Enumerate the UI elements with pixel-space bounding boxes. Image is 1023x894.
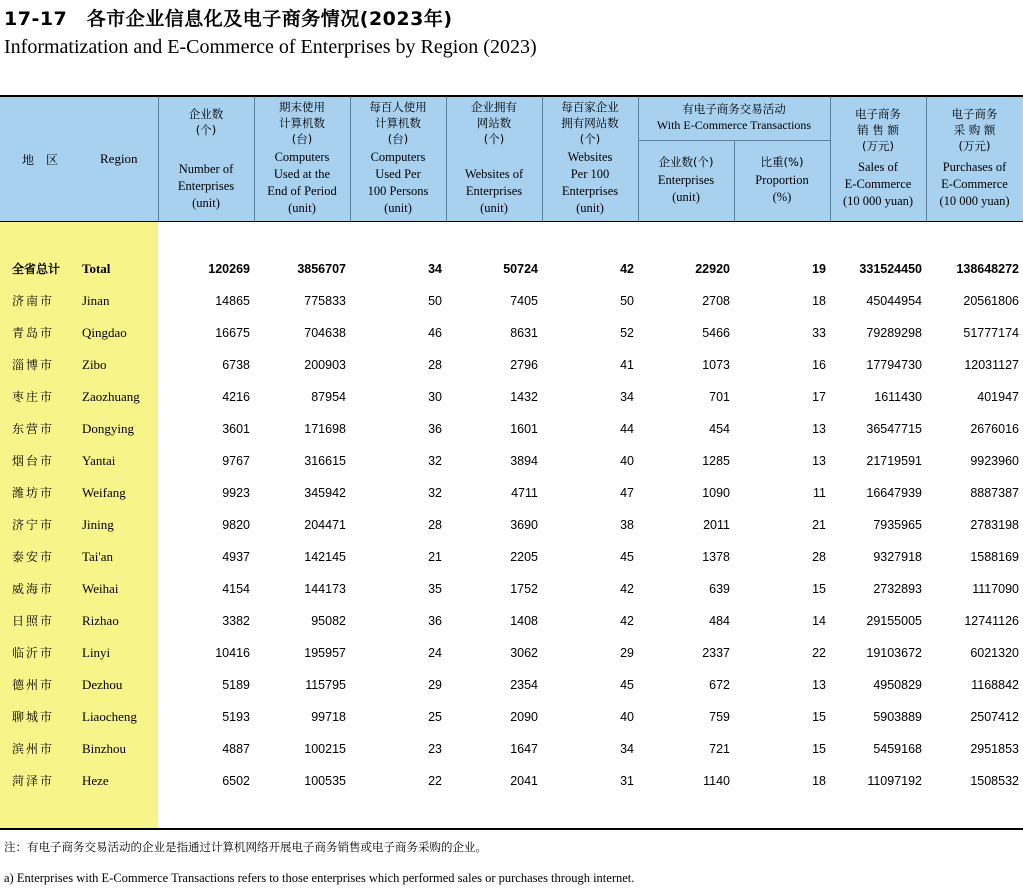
region-name-chinese: 潍坊市 — [12, 486, 55, 500]
table-cell: 2507412 — [970, 710, 1019, 724]
table-cell: 3894 — [510, 454, 538, 468]
table-cell: 331524450 — [859, 262, 922, 276]
region-header-english: Region — [100, 151, 138, 166]
table-cell: 775833 — [304, 294, 346, 308]
header-label-cn: 企业数 (个) — [188, 107, 224, 137]
table-cell: 5193 — [222, 710, 250, 724]
table-cell: 13 — [812, 678, 826, 692]
table-cell: 30 — [428, 390, 442, 404]
header-label-en: Sales of E-Commerce (10 000 yuan) — [842, 160, 914, 208]
group-label-cn: 有电子商务交易活动 — [682, 102, 786, 116]
region-name-english: Dongying — [82, 421, 134, 436]
region-name-chinese: 德州市 — [12, 678, 55, 692]
table-row — [0, 509, 1023, 541]
region-name-chinese: 威海市 — [12, 582, 55, 596]
table-cell: 29 — [428, 678, 442, 692]
table-cell: 14 — [812, 614, 826, 628]
table-cell: 34 — [620, 390, 634, 404]
header-websites — [446, 99, 542, 217]
table-cell: 144173 — [304, 582, 346, 596]
table-cell: 99718 — [311, 710, 346, 724]
table-row — [0, 605, 1023, 637]
table-cell: 704638 — [304, 326, 346, 340]
table-cell: 21 — [428, 550, 442, 564]
table-row — [0, 285, 1023, 317]
table-cell: 5903889 — [873, 710, 922, 724]
table-cell: 100535 — [304, 774, 346, 788]
table-cell: 40 — [620, 710, 634, 724]
table-cell: 171698 — [304, 422, 346, 436]
page-title-english: Informatization and E-Commerce of Enterprises by Region (2023) — [4, 36, 537, 58]
table-row — [0, 381, 1023, 413]
table-cell: 195957 — [304, 646, 346, 660]
table-cell: 16 — [812, 358, 826, 372]
table-cell: 40 — [620, 454, 634, 468]
footnote-english: a) Enterprises with E-Commerce Transactions refers to those enterprises which performed sales or purchases through internet. — [4, 871, 635, 885]
header-label-cn: 企业数(个) — [658, 155, 714, 169]
table-cell: 8631 — [510, 326, 538, 340]
table-cell: 21719591 — [866, 454, 922, 468]
header-ecommerce-group — [638, 101, 830, 137]
table-cell: 20561806 — [963, 294, 1019, 308]
region-name-english: Total — [82, 261, 111, 276]
header-label-cn: 期末使用 计算机数 (台) — [279, 100, 325, 146]
table-cell: 5189 — [222, 678, 250, 692]
table-cell: 2951853 — [970, 742, 1019, 756]
table-cell: 3601 — [222, 422, 250, 436]
table-cell: 9767 — [222, 454, 250, 468]
table-cell: 28 — [428, 518, 442, 532]
region-name-chinese: 日照市 — [12, 614, 55, 628]
table-cell: 51777174 — [963, 326, 1019, 340]
region-name-chinese: 聊城市 — [12, 710, 55, 724]
table-cell: 3382 — [222, 614, 250, 628]
table-cell: 1285 — [702, 454, 730, 468]
table-cell: 5466 — [702, 326, 730, 340]
table-row — [0, 541, 1023, 573]
table-cell: 316615 — [304, 454, 346, 468]
table-cell: 15 — [812, 742, 826, 756]
table-cell: 120269 — [208, 262, 250, 276]
table-cell: 1168842 — [971, 678, 1019, 692]
table-cell: 142145 — [304, 550, 346, 564]
table-cell: 29155005 — [866, 614, 922, 628]
table-cell: 50724 — [503, 262, 538, 276]
header-websites-per-100 — [542, 99, 638, 217]
header-label-en: Number of Enterprises (unit) — [177, 162, 235, 210]
table-cell: 18 — [812, 774, 826, 788]
header-ecommerce-sales — [830, 106, 926, 210]
table-cell: 50 — [428, 294, 442, 308]
table-cell: 401947 — [977, 390, 1019, 404]
table-cell: 5459168 — [873, 742, 922, 756]
table-cell: 13 — [812, 422, 826, 436]
header-label-cn: 电子商务 销 售 额 (万元) — [855, 107, 901, 153]
header-label-en: Purchases of E-Commerce (10 000 yuan) — [939, 160, 1010, 208]
table-cell: 1408 — [510, 614, 538, 628]
table-cell: 1140 — [703, 774, 730, 788]
table-cell: 200903 — [304, 358, 346, 372]
table-cell: 2011 — [703, 518, 730, 532]
table-cell: 2676016 — [970, 422, 1019, 436]
table-cell: 29 — [620, 646, 634, 660]
header-label-en: Computers Used Per 100 Persons (unit) — [367, 150, 429, 215]
table-cell: 47 — [620, 486, 634, 500]
table-cell: 4950829 — [873, 678, 922, 692]
table-cell: 24 — [428, 646, 442, 660]
table-cell: 484 — [709, 614, 730, 628]
region-name-chinese: 泰安市 — [12, 550, 55, 564]
table-cell: 17794730 — [866, 358, 922, 372]
table-cell: 42 — [620, 262, 634, 276]
table-row — [0, 701, 1023, 733]
table-cell: 6502 — [222, 774, 250, 788]
table-cell: 1647 — [510, 742, 538, 756]
table-cell: 25 — [428, 710, 442, 724]
table-cell: 41 — [620, 358, 634, 372]
table-cell: 1117090 — [972, 582, 1019, 596]
region-name-chinese: 枣庄市 — [12, 390, 55, 404]
table-cell: 1601 — [510, 422, 538, 436]
header-computers-used — [254, 99, 350, 217]
header-computers-per-100 — [350, 99, 446, 217]
region-name-chinese: 滨州市 — [12, 742, 55, 756]
table-cell: 2796 — [510, 358, 538, 372]
region-name-english: Rizhao — [82, 613, 119, 628]
table-cell: 13 — [812, 454, 826, 468]
table-cell: 22 — [428, 774, 442, 788]
header-label-en: Websites of Enterprises (unit) — [464, 167, 524, 215]
table-row — [0, 477, 1023, 509]
table-cell: 19 — [812, 262, 826, 276]
region-name-english: Tai'an — [82, 549, 114, 564]
region-name-chinese: 济宁市 — [12, 518, 55, 532]
footnote-chinese: 注：有电子商务交易活动的企业是指通过计算机网络开展电子商务销售或电子商务采购的企业。 — [4, 840, 487, 854]
table-cell: 2205 — [510, 550, 538, 564]
table-cell: 11 — [813, 486, 826, 500]
table-cell: 639 — [709, 582, 730, 596]
header-ecommerce-purchases — [926, 106, 1023, 210]
table-cell: 7405 — [510, 294, 538, 308]
table-cell: 9820 — [222, 518, 250, 532]
table-cell: 204471 — [304, 518, 346, 532]
header-label-en: Enterprises (unit) — [657, 173, 715, 204]
header-label-cn: 比重(%) — [760, 155, 804, 169]
table-cell: 28 — [812, 550, 826, 564]
table-cell: 1432 — [510, 390, 538, 404]
table-cell: 9327918 — [873, 550, 922, 564]
table-cell: 9923 — [222, 486, 250, 500]
table-cell: 22 — [812, 646, 826, 660]
region-name-english: Zaozhuang — [82, 389, 140, 404]
table-cell: 17 — [812, 390, 826, 404]
table-row-total — [0, 253, 1023, 285]
table-cell: 44 — [620, 422, 634, 436]
table-cell: 6021320 — [970, 646, 1019, 660]
table-cell: 2337 — [702, 646, 730, 660]
region-name-english: Heze — [82, 773, 109, 788]
table-cell: 22920 — [695, 262, 730, 276]
table-cell: 12031127 — [964, 358, 1019, 372]
table-cell: 14865 — [215, 294, 250, 308]
table-cell: 35 — [428, 582, 442, 596]
table-row — [0, 637, 1023, 669]
table-row — [0, 573, 1023, 605]
region-name-chinese: 全省总计 — [12, 262, 61, 276]
table-cell: 45 — [620, 678, 634, 692]
table-cell: 79289298 — [866, 326, 922, 340]
table-row — [0, 733, 1023, 765]
table-cell: 345942 — [304, 486, 346, 500]
header-proportion — [734, 154, 830, 206]
table-cell: 16647939 — [866, 486, 922, 500]
table-cell: 19103672 — [866, 646, 922, 660]
table-cell: 33 — [812, 326, 826, 340]
table-cell: 1378 — [702, 550, 730, 564]
header-label-cn: 企业拥有 网站数 (个) — [471, 100, 517, 146]
table-cell: 4937 — [222, 550, 250, 564]
table-cell: 4154 — [222, 582, 250, 596]
table-cell: 28 — [428, 358, 442, 372]
table-cell: 34 — [428, 262, 442, 276]
table-cell: 721 — [709, 742, 730, 756]
table-cell: 42 — [620, 582, 634, 596]
table-cell: 2041 — [510, 774, 538, 788]
table-cell: 4711 — [511, 486, 538, 500]
table-cell: 38 — [620, 518, 634, 532]
table-row — [0, 317, 1023, 349]
header-label-cn: 电子商务 采 购 额 (万元) — [951, 107, 998, 153]
header-label-cn: 每百家企业 拥有网站数 (个) — [561, 100, 619, 146]
table-cell: 31 — [620, 774, 634, 788]
table-cell: 3856707 — [297, 262, 346, 276]
region-name-english: Yantai — [82, 453, 116, 468]
table-cell: 1508532 — [970, 774, 1019, 788]
table-cell: 42 — [620, 614, 634, 628]
region-name-english: Dezhou — [82, 677, 123, 692]
page-title-chinese: 17-17 各市企业信息化及电子商务情况(2023年) — [4, 8, 453, 30]
table-cell: 115795 — [305, 678, 346, 692]
header-enterprises — [158, 106, 254, 212]
table-cell: 9923960 — [970, 454, 1019, 468]
header-bottom-rule — [0, 221, 1023, 222]
table-cell: 2090 — [510, 710, 538, 724]
table-cell: 672 — [709, 678, 730, 692]
region-name-chinese: 菏泽市 — [12, 774, 55, 788]
table-cell: 36 — [428, 614, 442, 628]
table-cell: 15 — [812, 582, 826, 596]
region-name-chinese: 临沂市 — [12, 646, 55, 660]
header-label-en: Computers Used at the End of Period (unit) — [267, 150, 337, 215]
table-cell: 138648272 — [956, 262, 1019, 276]
table-cell: 50 — [620, 294, 634, 308]
header-ecommerce-enterprises — [638, 154, 734, 206]
table-cell: 2354 — [510, 678, 538, 692]
table-cell: 2783198 — [970, 518, 1019, 532]
table-cell: 45044954 — [866, 294, 922, 308]
region-name-english: Liaocheng — [82, 709, 137, 724]
region-name-english: Weihai — [82, 581, 119, 596]
table-row — [0, 669, 1023, 701]
table-cell: 4887 — [222, 742, 250, 756]
region-name-chinese: 济南市 — [12, 294, 55, 308]
table-cell: 23 — [428, 742, 442, 756]
table-cell: 759 — [709, 710, 730, 724]
region-name-english: Zibo — [82, 357, 107, 372]
table-cell: 45 — [620, 550, 634, 564]
table-cell: 2732893 — [873, 582, 922, 596]
table-cell: 36547715 — [866, 422, 922, 436]
header-label-en: Proportion (%) — [755, 173, 809, 204]
region-name-chinese: 青岛市 — [12, 326, 55, 340]
table-cell: 15 — [812, 710, 826, 724]
table-cell: 454 — [709, 422, 730, 436]
table-cell: 1752 — [510, 582, 538, 596]
table-cell: 16675 — [215, 326, 250, 340]
table-row — [0, 445, 1023, 477]
table-cell: 1611430 — [874, 390, 922, 404]
region-name-english: Binzhou — [82, 741, 127, 756]
table-cell: 6738 — [222, 358, 250, 372]
table-cell: 4216 — [222, 390, 250, 404]
region-name-chinese: 烟台市 — [12, 454, 55, 468]
table-cell: 1588169 — [970, 550, 1019, 564]
table-cell: 46 — [428, 326, 442, 340]
region-name-english: Qingdao — [82, 325, 127, 340]
group-label-en: With E-Commerce Transactions — [656, 118, 812, 132]
table-cell: 21 — [812, 518, 826, 532]
table-cell: 7935965 — [873, 518, 922, 532]
table-cell: 1090 — [702, 486, 730, 500]
table-row — [0, 413, 1023, 445]
table-cell: 8887387 — [970, 486, 1019, 500]
table-cell: 2708 — [702, 294, 730, 308]
table-cell: 3690 — [510, 518, 538, 532]
table-cell: 11097192 — [867, 774, 922, 788]
table-cell: 52 — [620, 326, 634, 340]
table-cell: 34 — [620, 742, 634, 756]
table-cell: 87954 — [311, 390, 346, 404]
group-divider — [638, 140, 830, 141]
table-cell: 18 — [812, 294, 826, 308]
region-name-english: Jining — [82, 517, 114, 532]
table-row — [0, 349, 1023, 381]
header-label-en: Websites Per 100 Enterprises (unit) — [561, 150, 619, 215]
region-header-chinese: 地 区 — [22, 153, 59, 167]
header-label-cn: 每百人使用 计算机数 (台) — [369, 100, 427, 146]
table-cell: 100215 — [304, 742, 346, 756]
table-cell: 32 — [428, 486, 442, 500]
region-name-english: Weifang — [82, 485, 126, 500]
region-name-english: Jinan — [82, 293, 110, 308]
table-cell: 12741126 — [964, 614, 1019, 628]
table-cell: 701 — [709, 390, 730, 404]
table-cell: 95082 — [311, 614, 346, 628]
table-bottom-rule — [0, 828, 1023, 830]
region-name-chinese: 东营市 — [12, 422, 55, 436]
table-cell: 3062 — [510, 646, 538, 660]
table-cell: 32 — [428, 454, 442, 468]
region-name-chinese: 淄博市 — [12, 358, 55, 372]
table-row — [0, 765, 1023, 797]
table-cell: 36 — [428, 422, 442, 436]
table-cell: 1073 — [702, 358, 730, 372]
region-name-english: Linyi — [82, 645, 111, 660]
table-cell: 10416 — [215, 646, 250, 660]
